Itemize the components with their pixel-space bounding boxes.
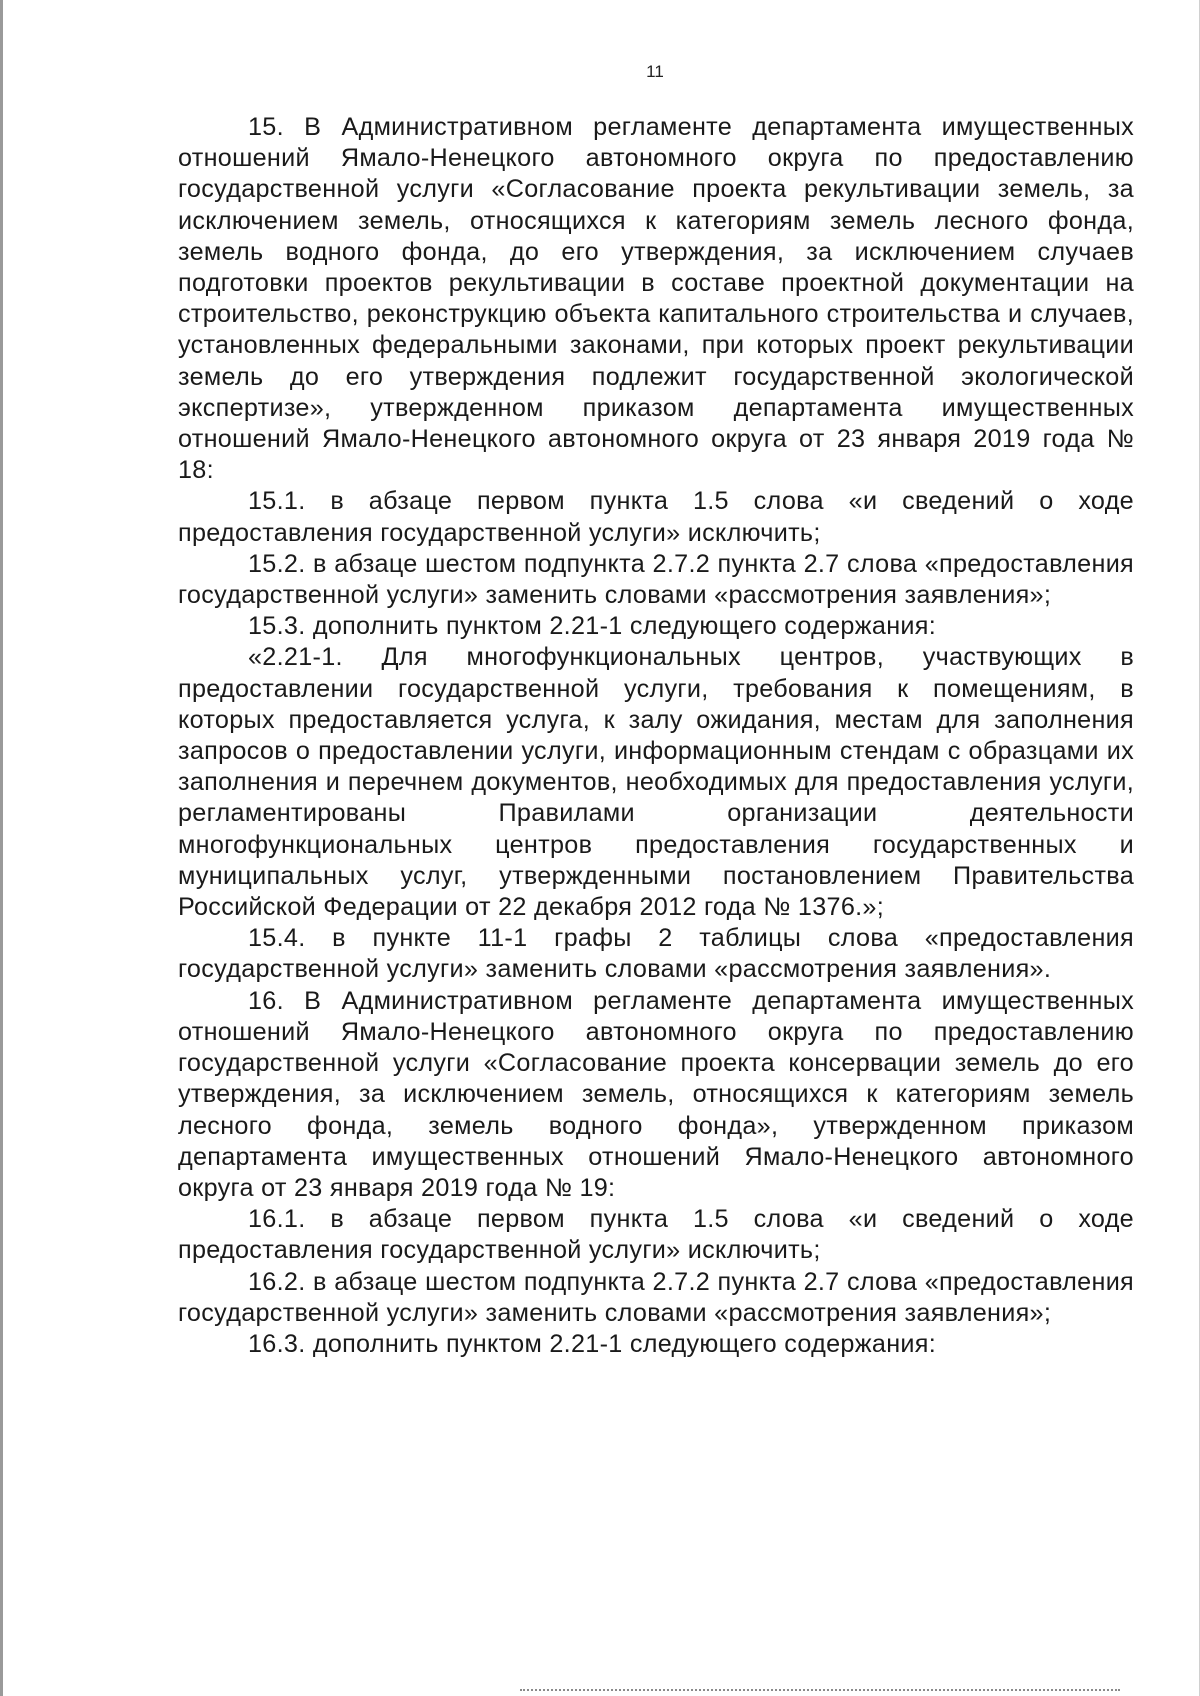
paragraph-16-1: 16.1. в абзаце первом пункта 1.5 слова «и сведений о ходе предоставления государственной услуги» исключить; <box>178 1205 1134 1265</box>
page-number: 11 <box>646 62 664 81</box>
paragraph-2-21-1: «2.21-1. Для многофункциональных центров, участвующих в предоставлении государственной услуги, требования к помещениям, в которых предоставляется услуга, к залу ожидания, местам для заполнения запросов о предоставлении услуги, информационным стендам с образцами их заполнения и перечнем документов, необходимых для предоставления услуги, регламентированы Правилами организации деятельности многофункциональных центров предоставления государственных и муниципальных услуг, утвержденными постановлением Правительства Российской Федерации от 22 декабря 2012 года № 1376.»; <box>178 643 1134 922</box>
paragraph-15: 15. В Административном регламенте департамента имущественных отношений Ямало-Ненецкого автономного округа по предоставлению государственной услуги «Согласование проекта рекультивации земель, за исключением земель, относящихся к категориям земель лесного фонда, земель водного фонда, до его утверждения, за исключением случаев подготовки проектов рекультивации в составе проектной документации на строительство, реконструкцию объекта капитального строительства и случаев, установленных федеральными законами, при которых проект рекультивации земель до его утверждения подлежит государственной экологической экспертизе», утвержденном приказом департамента имущественных отношений Ямало-Ненецкого автономного округа от 23 января 2019 года № 18: <box>178 113 1134 485</box>
paragraph-15-4: 15.4. в пункте 11-1 графы 2 таблицы слова «предоставления государственной услуги» заменить словами «рассмотрения заявления». <box>178 924 1134 984</box>
paragraph-15-3: 15.3. дополнить пунктом 2.21-1 следующего содержания: <box>248 612 937 641</box>
paragraph-16-3: 16.3. дополнить пунктом 2.21-1 следующего содержания: <box>248 1329 937 1358</box>
paragraph-15-2: 15.2. в абзаце шестом подпункта 2.7.2 пункта 2.7 слова «предоставления государственной услуги» заменить словами «рассмотрения заявления»; <box>178 549 1134 610</box>
paragraph-16: 16. В Административном регламенте департамента имущественных отношений Ямало-Ненецкого автономного округа по предоставлению государственной услуги «Согласование проекта консервации земель до его утверждения, за исключением земель, относящихся к категориям земель лесного фонда, земель водного фонда», утвержденном приказом департамента имущественных отношений Ямало-Ненецкого автономного округа от 23 января 2019 года № 19: <box>178 986 1134 1202</box>
scan-bottom-mark <box>520 1689 1120 1693</box>
paragraph-16-2: 16.2. в абзаце шестом подпункта 2.7.2 пункта 2.7 слова «предоставления государственной услуги» заменить словами «рассмотрения заявления»; <box>178 1267 1134 1327</box>
document-body <box>178 112 1134 1360</box>
scan-edge-left <box>0 0 3 1696</box>
paragraph-15-1: 15.1. в абзаце первом пункта 1.5 слова «и сведений о ходе предоставления государственной услуги» исключить; <box>178 487 1134 547</box>
